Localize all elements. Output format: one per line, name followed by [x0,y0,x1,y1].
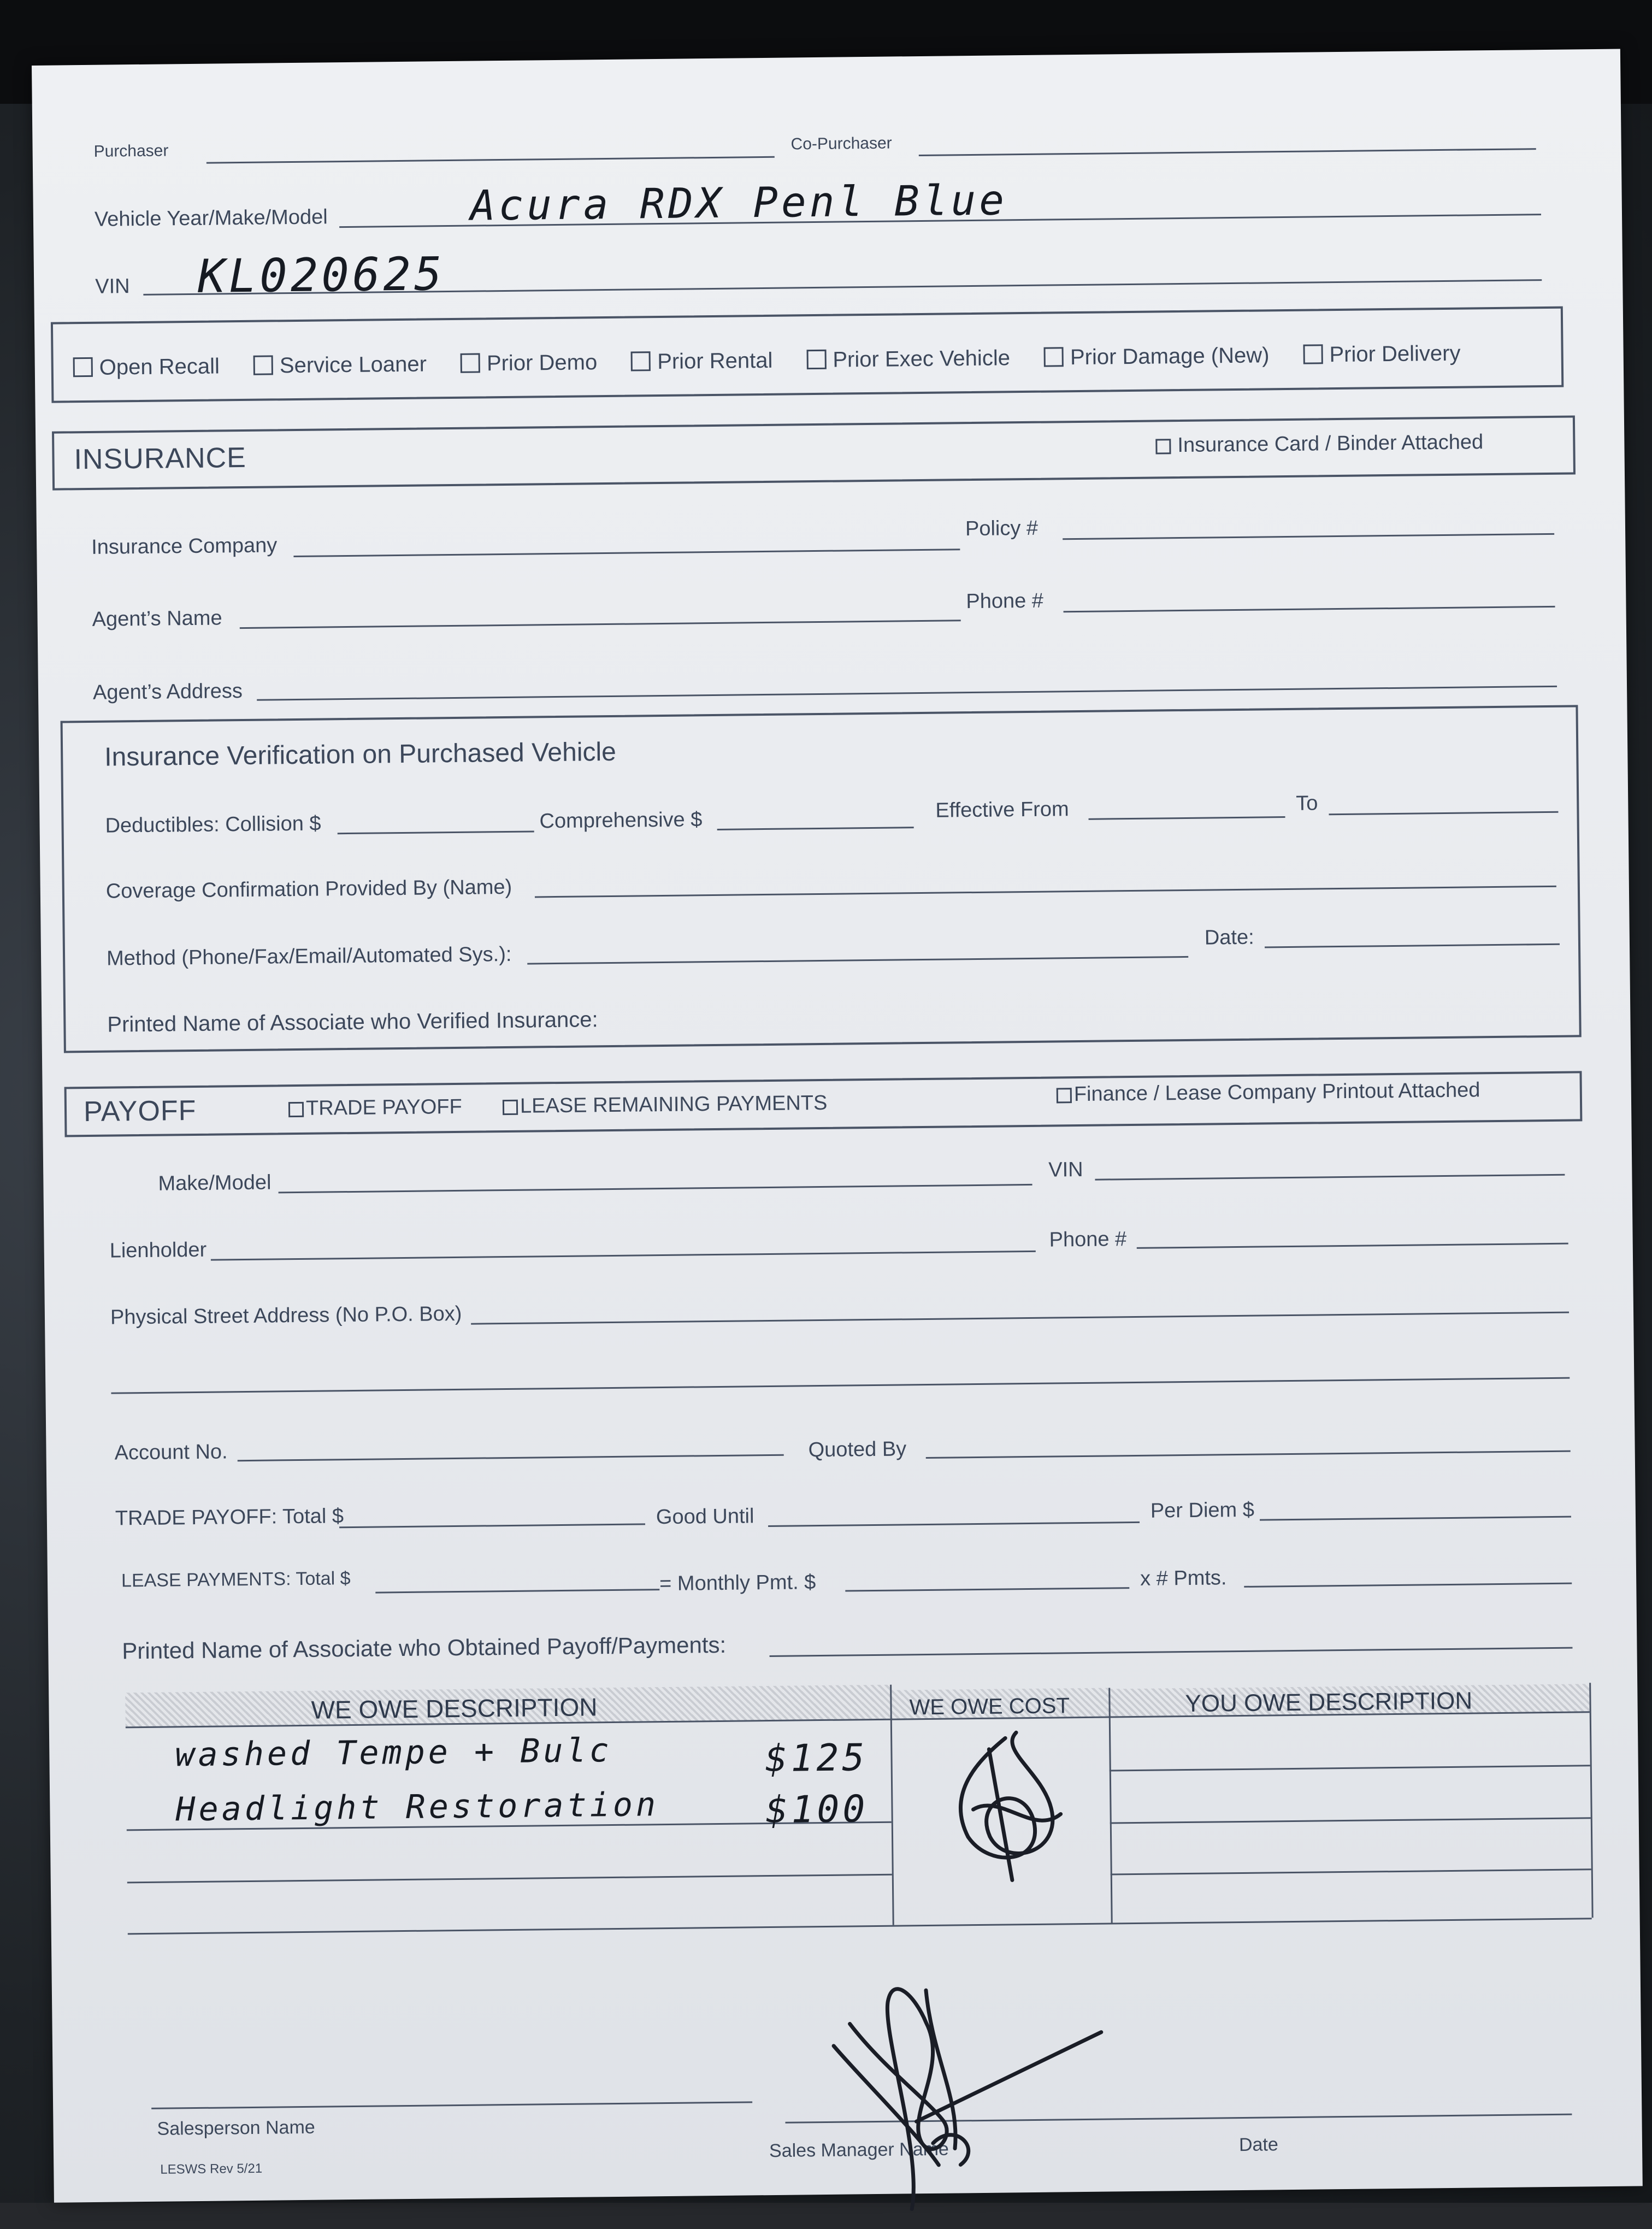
vehicle-label: Vehicle Year/Make/Model [94,205,328,231]
policy-label: Policy # [965,516,1039,541]
lease-total-line[interactable] [375,1589,659,1593]
account-no-line[interactable] [238,1454,784,1461]
make-model-label: Make/Model [158,1171,272,1195]
agent-address-label: Agent’s Address [92,680,243,704]
insurance-card-checkbox[interactable]: Insurance Card / Binder Attached [1155,431,1483,457]
manager-signature [816,1955,1125,2221]
num-pmts-label: x # Pmts. [1140,1566,1227,1590]
payoff-title: PAYOFF [83,1094,197,1128]
per-diem-line[interactable] [1260,1516,1571,1521]
table-divider [1108,1688,1113,1923]
we-owe-row-desc: Headlight Restoration [175,1785,659,1829]
payoff-vin-label: VIN [1048,1158,1083,1182]
lease-remaining-checkbox[interactable]: LEASE REMAINING PAYMENTS [503,1092,828,1118]
revision-code: LESWS Rev 5/21 [160,2161,263,2177]
checkbox-icon [1044,347,1064,367]
policy-line[interactable] [1063,533,1554,540]
printout-attached-checkbox[interactable]: Finance / Lease Company Printout Attached [1057,1078,1480,1106]
effective-from-label: Effective From [935,798,1069,822]
per-diem-label: Per Diem $ [1150,1498,1255,1523]
initials-signature [923,1726,1089,1892]
checkbox-icon [631,351,651,371]
street-address-line[interactable] [471,1312,1569,1325]
checkbox-prior-exec-vehicle[interactable]: Prior Exec Vehicle [806,346,1010,373]
quoted-by-line[interactable] [926,1450,1571,1459]
table-divider [1589,1683,1594,1918]
co-purchaser-label: Co-Purchaser [790,134,892,154]
salesperson-label: Salesperson Name [157,2116,315,2139]
method-label: Method (Phone/Fax/Email/Automated Sys.): [106,942,512,970]
insurance-company-line[interactable] [293,549,960,557]
account-no-label: Account No. [114,1440,228,1465]
insurance-company-label: Insurance Company [91,534,278,559]
trade-payoff-checkbox[interactable]: TRADE PAYOFF [288,1095,462,1121]
checkbox-icon [288,1102,304,1117]
agent-name-line[interactable] [240,620,961,629]
table-rule [1110,1817,1591,1824]
quoted-by-label: Quoted By [808,1437,907,1462]
checkbox-prior-rental[interactable]: Prior Rental [631,349,773,375]
table-rule [127,1874,892,1884]
make-model-line[interactable] [279,1184,1032,1193]
checkbox-icon [253,355,273,375]
agent-phone-label: Phone # [966,589,1044,614]
checkbox-icon [806,350,826,369]
co-purchaser-line[interactable] [919,148,1536,156]
street-address-line-2[interactable] [111,1377,1570,1394]
table-rule [1111,1868,1591,1875]
checkbox-icon [1155,439,1171,454]
purchaser-line[interactable] [206,156,775,164]
vin-handwriting: KL020625 [197,247,446,303]
we-owe-cost-header: WE OWE COST [909,1694,1070,1720]
monthly-pmt-label: = Monthly Pmt. $ [659,1571,816,1596]
checkbox-prior-demo[interactable]: Prior Demo [461,350,598,376]
vehicle-handwriting: Acura RDX Penl Blue [470,175,1008,230]
payoff-associate-label: Printed Name of Associate who Obtained Payoff/Payments: [122,1631,727,1664]
verified-by-label: Printed Name of Associate who Verified Insurance: [107,1007,598,1037]
payoff-vin-line[interactable] [1095,1174,1565,1181]
num-pmts-line[interactable] [1244,1583,1572,1588]
checkbox-prior-damage[interactable]: Prior Damage (New) [1044,343,1270,370]
we-owe-description-header: WE OWE DESCRIPTION [311,1693,598,1724]
agent-name-label: Agent’s Name [92,606,222,631]
comprehensive-label: Comprehensive $ [539,808,703,833]
lienholder-phone-line[interactable] [1137,1243,1568,1249]
table-divider [890,1685,894,1925]
lienholder-label: Lienholder [109,1238,207,1263]
checkbox-icon [1303,344,1323,364]
good-until-line[interactable] [768,1522,1140,1527]
checkbox-service-loaner[interactable]: Service Loaner [253,352,427,378]
collision-label: Deductibles: Collision $ [105,812,321,838]
vin-label: VIN [95,275,130,298]
we-owe-row-desc: washed Tempe + Bulc [175,1731,613,1774]
sales-manager-label: Sales Manager Name [769,2138,949,2162]
payoff-associate-line[interactable] [770,1647,1573,1657]
to-label: To [1296,792,1318,815]
street-address-label: Physical Street Address (No P.O. Box) [110,1302,462,1329]
trade-total-line[interactable] [339,1523,645,1528]
checkbox-prior-delivery[interactable]: Prior Delivery [1303,341,1461,368]
we-owe-row-cost: $125 [765,1736,868,1781]
table-rule [128,1918,1592,1935]
lienholder-phone-label: Phone # [1049,1228,1127,1252]
checkbox-icon [461,353,480,373]
checkbox-open-recall[interactable]: Open Recall [73,354,220,380]
coverage-confirm-label: Coverage Confirmation Provided By (Name) [105,875,512,903]
you-owe-description-header: YOU OWE DESCRIPTION [1185,1687,1473,1718]
verification-title: Insurance Verification on Purchased Vehicle [104,737,617,772]
checkbox-icon [503,1100,518,1115]
agent-phone-line[interactable] [1064,606,1555,612]
insurance-title: INSURANCE [74,441,247,476]
monthly-pmt-line[interactable] [845,1587,1129,1591]
delivery-form [32,49,1643,2203]
date-label: Date [1238,2134,1279,2156]
we-owe-row-cost: $100 [765,1788,869,1832]
checkbox-icon [73,357,93,377]
salesperson-line[interactable] [151,2101,752,2109]
agent-address-line[interactable] [257,686,1557,701]
lease-total-label: LEASE PAYMENTS: Total $ [121,1568,351,1591]
purchaser-label: Purchaser [93,141,169,161]
lienholder-line[interactable] [211,1251,1036,1261]
trade-total-label: TRADE PAYOFF: Total $ [115,1505,344,1530]
table-rule [1110,1765,1590,1771]
verify-date-label: Date: [1204,925,1254,950]
checkbox-icon [1057,1088,1072,1103]
good-until-label: Good Until [656,1505,754,1529]
